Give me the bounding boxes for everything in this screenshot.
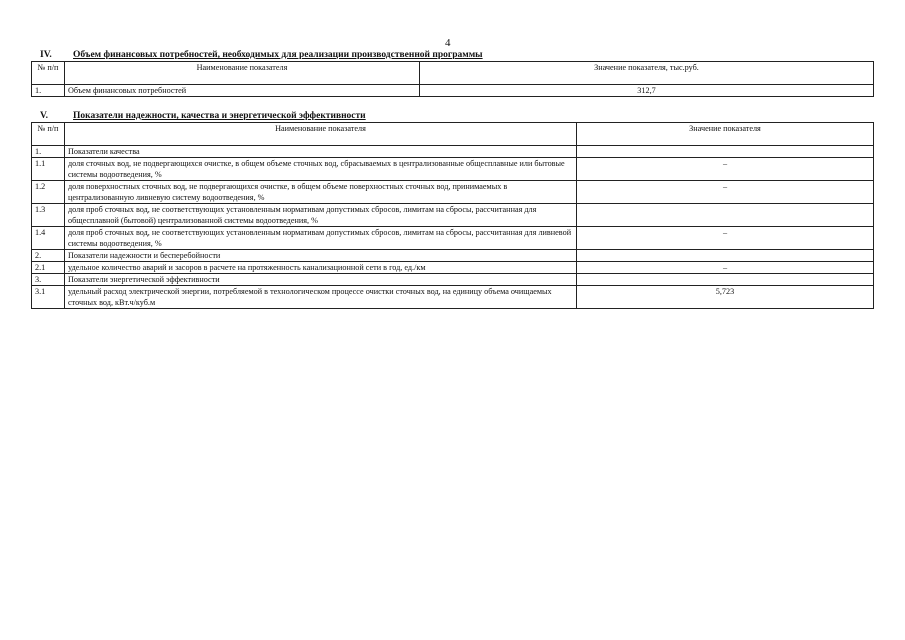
row-name: доля поверхностных сточных вод, не подвергающихся очистке, в общем объеме поверхностных сточных вод, принимаемых в централизованную ливневую систему водоотведения, % bbox=[65, 181, 577, 204]
header-value: Значение показателя bbox=[577, 123, 874, 146]
row-name: Показатели энергетической эффективности bbox=[65, 274, 577, 286]
row-name: удельный расход электрической энергии, потребляемой в технологическом процессе очистки сточных вод, на единицу объема очищаемых сточных вод, кВт.ч/куб.м bbox=[65, 286, 577, 309]
table-row bbox=[32, 181, 874, 204]
row-value: – bbox=[577, 227, 874, 250]
row-num: 2. bbox=[32, 250, 65, 262]
section-4-number: IV. bbox=[40, 50, 52, 60]
row-num: 1.2 bbox=[32, 181, 65, 204]
table-row bbox=[32, 158, 874, 181]
row-value bbox=[577, 146, 874, 158]
section-4-heading bbox=[40, 50, 483, 60]
table-row bbox=[32, 146, 874, 158]
table-header-row bbox=[32, 123, 874, 146]
row-name: доля проб сточных вод, не соответствующих установленным нормативам допустимых сбросов, лимитам на сбросы, рассчитанная для ливневой системы водоотведения, % bbox=[65, 227, 577, 250]
table-row bbox=[32, 286, 874, 309]
row-num: 1.3 bbox=[32, 204, 65, 227]
row-num: 3. bbox=[32, 274, 65, 286]
row-num: 2.1 bbox=[32, 262, 65, 274]
table-row bbox=[32, 85, 874, 97]
row-num: 1. bbox=[32, 85, 65, 97]
row-name: удельное количество аварий и засоров в расчете на протяженность канализационной сети в год, ед./км bbox=[65, 262, 577, 274]
section-5-number: V. bbox=[40, 111, 49, 121]
row-value: 312,7 bbox=[420, 85, 874, 97]
row-num: 1.1 bbox=[32, 158, 65, 181]
section-5-title: Показатели надежности, качества и энергетической эффективности bbox=[73, 111, 366, 121]
row-value bbox=[577, 204, 874, 227]
reliability-quality-table bbox=[31, 122, 874, 309]
table-row bbox=[32, 262, 874, 274]
table-row bbox=[32, 274, 874, 286]
row-name: Показатели надежности и бесперебойности bbox=[65, 250, 577, 262]
row-value: – bbox=[577, 158, 874, 181]
row-value: – bbox=[577, 181, 874, 204]
header-num: № п/п bbox=[32, 123, 65, 146]
row-name: доля сточных вод, не подвергающихся очистке, в общем объеме сточных вод, сбрасываемых в централизованные общесплавные или бытовые системы водоотведения, % bbox=[65, 158, 577, 181]
row-name: Показатели качества bbox=[65, 146, 577, 158]
row-name: доля проб сточных вод, не соответствующих установленным нормативам допустимых сбросов, лимитам на сбросы, рассчитанная для общесплавной (бытовой) централизованной системы водоотведения, % bbox=[65, 204, 577, 227]
table-header-row bbox=[32, 62, 874, 85]
section-4-title: Объем финансовых потребностей, необходимых для реализации производственной программы bbox=[73, 50, 483, 60]
row-value: – bbox=[577, 262, 874, 274]
section-5-heading bbox=[40, 111, 366, 121]
financial-needs-table bbox=[31, 61, 874, 97]
table-row bbox=[32, 227, 874, 250]
row-num: 1. bbox=[32, 146, 65, 158]
row-value bbox=[577, 250, 874, 262]
table-row bbox=[32, 250, 874, 262]
header-num: № п/п bbox=[32, 62, 65, 85]
header-value: Значение показателя, тыс.руб. bbox=[420, 62, 874, 85]
table-row bbox=[32, 204, 874, 227]
row-name: Объем финансовых потребностей bbox=[65, 85, 420, 97]
row-num: 1.4 bbox=[32, 227, 65, 250]
header-name: Наименование показателя bbox=[65, 62, 420, 85]
page-number: 4 bbox=[445, 37, 451, 49]
row-value: 5,723 bbox=[577, 286, 874, 309]
row-value bbox=[577, 274, 874, 286]
row-num: 3.1 bbox=[32, 286, 65, 309]
header-name: Наименование показателя bbox=[65, 123, 577, 146]
